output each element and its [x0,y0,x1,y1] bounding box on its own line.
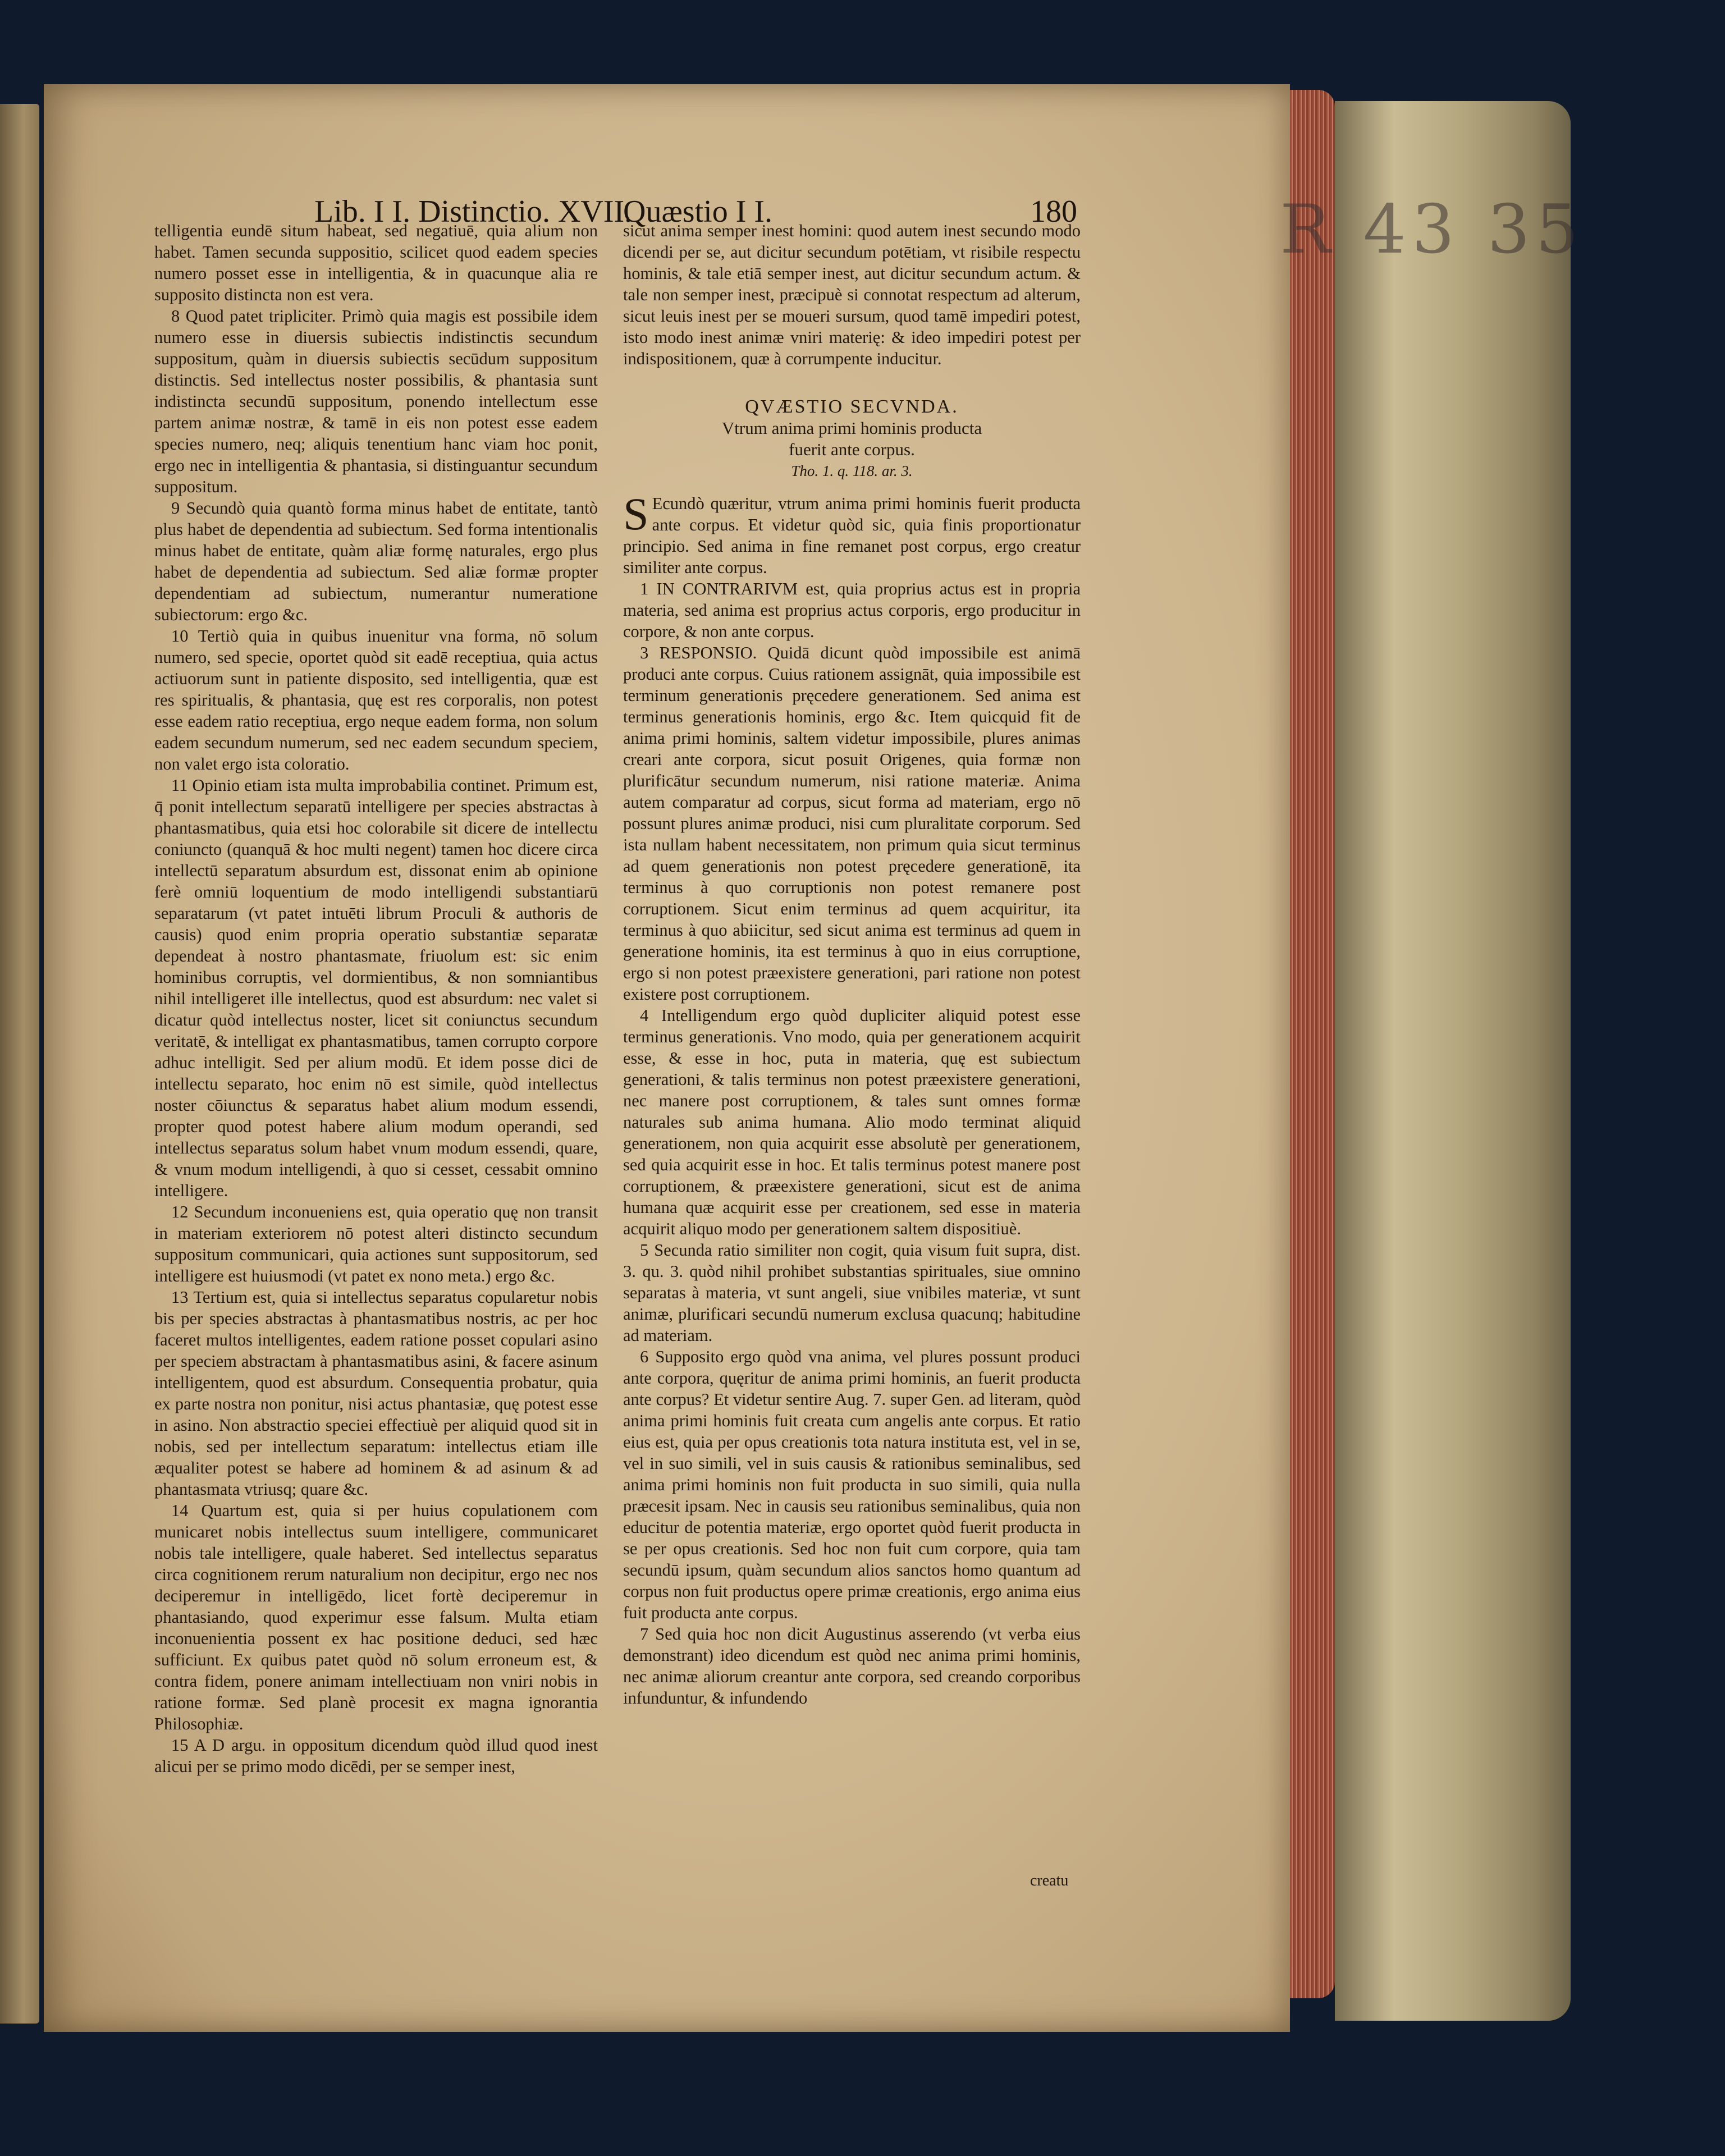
running-head-middle: Quæstio I I. [623,194,772,229]
question-reference: Tho. 1. q. 118. ar. 3. [791,463,913,479]
paragraph: 4 Intelligendum ergo quòd dupliciter aliquid potest esse terminus generationis. Vno modo, quia per generationem acquirit esse, & esse in hoc, puta in materia, quę est subiectum generationi, & talis terminus non potest præexistere generationi, nec manere post corruptionem, & tales sunt omnes formæ naturales sub anima humana. Alio modo terminat aliquid generationem, non quia acquirit esse absolutè per generationem, sed quia acquirit esse in hoc. Et talis terminus potest manere post corruptionem, & præexistere generationi, sicut est de anima humana quæ acquirit esse per creationem, sed esse in materia acquirit aliquo modo per generationem saltem dispositiuè. [623,1006,1081,1238]
paragraph: 5 Secunda ratio similiter non cogit, quia visum fuit supra, dist. 3. qu. 3. quòd nihil prohibet substantias spirituales, siue omnino separatas à materia, vt sunt angeli, siue vnibiles materiæ, vt sunt animæ, plurificari secundū numerum exclusa quacunq; habitudine ad materiam. [623,1240,1081,1345]
paragraph: telligentia eundē situm habeat, sed negatiuē, quia alium non habet. Tamen secunda suppositio, scilicet quod eadem species numero posset esse in intelligentia, & in quacunque alia re supposito distincta non est vera. [154,221,598,304]
paragraph: 8 Quod patet tripliciter. Primò quia magis est possibile idem numero esse in diuersis subiectis indistinctis secundum suppositum, quàm in diuersis subiectis secūdum suppositum distinctis. Sed intellectus noster possibilis, & phantasia sunt indistincta secundū suppositum, ponendo intellectum esse partem animæ nostræ, & tamē in eis non potest esse eadem species numero, neq; aliquis tenentium hanc viam hoc ponit, ergo nec in intelligentia & phantasia, si distinguantur secundum suppositum. [154,306,598,496]
vellum-binding [1335,101,1571,2021]
shelf-mark: R 43 35 [1280,191,1585,269]
drop-cap: S [623,488,649,539]
question-subtitle: fuerit ante corpus. [789,440,915,459]
paragraph: 3 RESPONSIO. Quidā dicunt quòd impossibile est animā produci ante corpus. Cuius rationem assignāt, quia impossibile est terminum generationis pręcedere generationem. Sed anima est terminus generationis hominis, ergo &c. Item quicquid fit de anima primi hominis, saltem videtur impossibile, plures animas creari ante corpora, sicut posuit Origenes, quia formæ non plurificātur secundum numerum, nisi ratione materiæ. Anima autem comparatur ad corpus, sicut forma ad materiam, ergo nō possunt plures animæ produci, nisi cum pluralitate corporum. Sed ista nullam habent necessitatem, non primum quia sicut terminus ad quem generationis non potest pręcedere generationē, ita terminus à quo corruptionis non potest remanere post corruptionem. Sicut enim terminus ad quem acquiritur, ita terminus à quo abiicitur, sed sicut anima est terminus ad quem in generatione hominis, ita est terminus à quo in eius corruptione, ergo si non potest præexistere generationi, pari ratione non potest existere post corruptionem. [623,643,1081,1004]
question-subtitle: Vtrum anima primi hominis producta [721,418,982,438]
paragraph: 1 IN CONTRARIVM est, quia proprius actus est in propria materia, sed anima est proprius actus corporis, ergo producitur in corpore, & non ante corpus. [623,579,1081,641]
catchword: creatu [1030,1872,1069,1889]
paragraph: sicut anima semper inest homini: quod autem inest secundo modo dicendi per se, aut dicitur secundum potētiam, vt risibile respectu hominis, & tale etiā semper inest, aut dicitur secundum actum. & tale non semper inest, præcipuè si connotat respectum ad alterum, sicut leuis inest per se moueri sursum, quod tamē impediri potest, isto modo inest animæ vniri materię: & ideo impediri potest per indispositionem, quæ à corrumpente inducitur. [623,221,1081,368]
paragraph: 9 Secundò quia quantò forma minus habet de entitate, tantò plus habet de dependentia ad subiectum. Sed forma intentionalis minus habet de entitate, quàm aliæ formę naturales, ergo plus habet de dependentia ad subiectum. Sed aliæ formæ propter dependentiam ad subiectum, numerantur numeratione subiectorum: ergo &c. [154,498,598,624]
right-text-column [623,220,1081,1876]
left-page-edge [0,104,39,2024]
paragraph: 10 Tertiò quia in quibus inuenitur vna forma, nō solum numero, sed specie, oportet quòd sit eadē receptiua, quia actus actiuorum sunt in patiente disposito, sed intelligentia, quæ est res spiritualis, & phantasia, quę est res corporalis, non potest esse eadem ratio receptiua, ergo neque eadem forma, non solum eadem secundum numerum, sed nec eadem secundum speciem, non valet ergo ista coloratio. [154,626,598,773]
first-paragraph [623,488,1081,578]
running-head-left: Lib. I I. Distinctio. XVII. [314,194,633,229]
red-fore-edge [1290,90,1335,1998]
question-title: QVÆSTIO SECVNDA. [745,396,959,417]
paragraph: 6 Supposito ergo quòd vna anima, vel plures possunt produci ante corpora, quęritur de anima primi hominis, an fuerit producta ante corpus? Et videtur sentire Aug. 7. super Gen. ad literam, quòd anima primi hominis fuit creata cum angelis ante corpus. Et ratio eius est, quia per opus creationis tota natura instituta est, vel in se, vel in suo simili, vel in suis causis & rationibus seminalibus, sed anima primi hominis non fuit producta in suo simili, quia nulla præcesit ipsam. Nec in causis seu rationibus seminalibus, quia non educitur de potentia materiæ, ergo oportet quòd fuerit producta in se per opus creationis. Sed hoc non fuit cum corpore, quia tam secundū ipsum, quàm secundum alios sanctos homo quantum ad corpus non fuit productus opere primæ creationis, ergo anima eius fuit producta ante corpus. [623,1347,1081,1622]
left-text-column [154,220,598,1820]
paragraph: 13 Tertium est, quia si intellectus separatus copularetur nobis bis per species abstractas à phantasmatibus nostris, ac per hoc faceret multos intelligentes, eadem ratione posset copulari asino per speciem abstractam à phantasmatibus asini, & facere asinum intelligentem, quod est absurdum. Consequentia probatur, quia ex parte nostra non ponitur, nisi actus phantasiæ, quę potest esse in asino. Non abstractio speciei effectiuè per aliquid quod sit in nobis, sed per intellectum separatum: intellectus etiam ille æqualiter potest se habere ad hominem & ad asinum & ad phantasmata vtriusq; quare &c. [154,1288,598,1499]
first-paragraph-text: Ecundò quæritur, vtrum anima primi hominis fuerit producta ante corpus. Et videtur quòd sic, quia finis proportionatur principio. Sed anima in fine remanet post corpus, ergo creatur similiter ante corpus. [623,494,1081,577]
paragraph: 14 Quartum est, quia si per huius copulationem com municaret nobis intellectus suum intelligere, communicaret nobis tale intelligere, quale haberet. Sed intellectus separatus circa cognitionem rerum naturalium non decipitur, ergo nec nos deciperemur in intelligēdo, licet fortè deciperemur in phantasiando, quod experimur esse falsum. Multa etiam inconuenientia possent ex hac positione deduci, sed hæc sufficiunt. Ex quibus patet quòd nō solum erroneum est, & contra fidem, ponere animam intellectiuam non vniri nobis in ratione formæ. Sed planè procesit ex magna ignorantia Philosophiæ. [154,1501,598,1733]
folio-number: 180 [1030,194,1077,229]
paragraph: 11 Opinio etiam ista multa improbabilia continet. Primum est, q̄ ponit intellectum separatū intelligere per species abstractas à phantasmatibus, quia etsi hoc colorabile sit dicere de intellectu coniuncto (quanquā & hoc multi negent) tamen hoc dicere circa intellectū separatum absurdum est, dissonat enim ab opinione ferè omniū loquentium de modo intelligendi substantiarū separatarum (vt patet intuēti librum Proculi & authoris de causis) quod enim propria operatio substantiæ separatæ dependeat à nostro phantasmate, friuolum est: sic enim hominibus corruptis, vel dormientibus, & non somniantibus nihil intelligeret ille intellectus, quod est absurdum: nec valet si dicatur quòd intellectus noster, licet sit coniunctus secundum veritatē, & intelligat ex phantasmatibus, tamen corrupto corpore adhuc intelligit. Sed per alium modū. Et idem posse dici de intellectu separato, hoc enim nō est simile, quòd intellectus noster cōiunctus & separatus habet alium modum essendi, propter quod potest habere alium modum operandi, sed intellectus separatus solum habet vnum modum essendi, quare, & vnum modum intelligendi, à quo si cesset, cessabit omnino intelligere. [154,776,598,1200]
paragraph: 15 A D argu. in oppositum dicendum quòd illud quod inest alicui per se primo modo dicēdi, per se semper inest, [154,1736,598,1776]
paragraph: 7 Sed quia hoc non dicit Augustinus asserendo (vt verba eius demonstrant) ideo dicendum est quòd nec anima primi hominis, nec animæ aliorum creantur ante corpora, sed creando corporibus infunduntur, & infundendo [623,1624,1081,1708]
paragraph: 12 Secundum inconueniens est, quia operatio quę non transit in materiam exteriorem nō potest alteri distincto secundum suppositum communicari, quia actiones sunt suppositorum, sed intelligere est huiusmodi (vt patet ex nono meta.) ergo &c. [154,1202,598,1285]
